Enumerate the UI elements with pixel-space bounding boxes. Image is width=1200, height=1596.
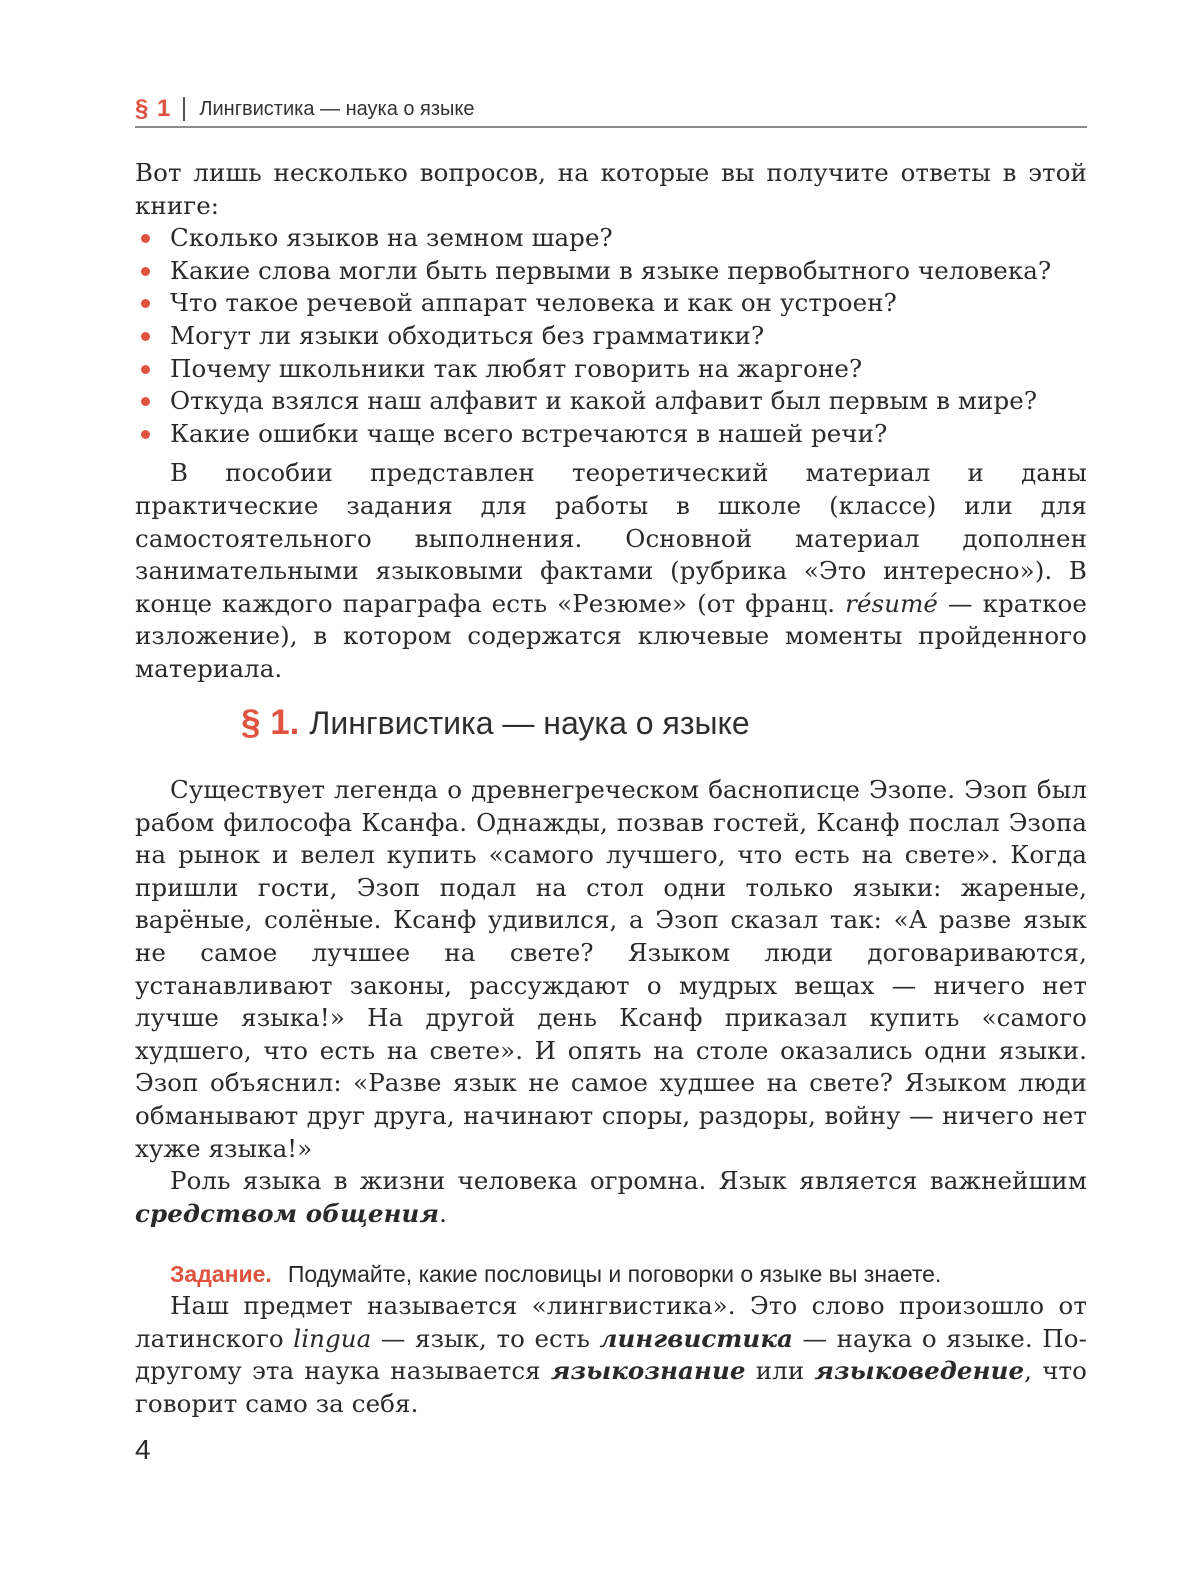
bullet-icon <box>141 267 150 276</box>
bullet-icon <box>141 397 150 406</box>
list-item: Какие слова могли быть первыми в языке первобытного человека? <box>135 255 1087 288</box>
list-item: Что такое речевой аппарат человека и как он устроен? <box>135 287 1087 320</box>
latin-word: lingua <box>293 1323 372 1353</box>
subject-block <box>135 1290 1087 1420</box>
intro-about: В пособии представлен теоретический материал и даны практические задания для работы в школе (классе) или для самостоятельного выполнения. Основной материал дополнен занимательными языковыми фактами (рубрика «Это интересно»). В конце каждого параграфа есть «Резюме» (от франц. résumé — краткое изложение), в котором содержатся ключевые моменты пройденного материала. <box>135 458 1087 683</box>
legend-block <box>135 774 1087 1230</box>
term-yazykoznanie: языкознание <box>550 1356 746 1386</box>
bullet-icon <box>141 365 150 374</box>
task-block <box>135 1258 1087 1294</box>
bullet-icon <box>141 430 150 439</box>
intro-block <box>135 157 1087 686</box>
task-label: Задание. <box>170 1261 272 1287</box>
resume-term: résumé <box>845 588 939 618</box>
bullet-icon <box>141 234 150 243</box>
page-number: 4 <box>135 1434 151 1465</box>
running-header <box>135 92 1087 128</box>
list-item: Откуда взялся наш алфавит и какой алфавит был первым в мире? <box>135 385 1087 418</box>
intro-lead: Вот лишь несколько вопросов, на которые вы получите ответы в этой книге: <box>135 158 1087 220</box>
header-section-mark: § 1 <box>135 95 172 122</box>
legend-paragraph: Существует легенда о древнегреческом баснописце Эзопе. Эзоп был рабом философа Ксанфа. Однажды, позвав гостей, Ксанф послал Эзопа на рынок и велел купить «самого лучшего, что есть на свете». Когда пришли гости, Эзоп подал на стол одни только языки: жареные, варёные, солёные. Ксанф удивился, а Эзоп сказал так: «А разве язык не самое лучшее на свете? Языком люди договариваются, устанавливают законы, рассуждают о мудрых вещах — ничего нет лучше языка!» На другой день Ксанф приказал купить «самого худшего, что есть на свете». И опять на столе оказались одни языки. Эзоп объяснил: «Разве язык не самое худшее на свете? Языком люди обманывают друг друга, начинают споры, раздоры, войну — ничего нет хуже языка!» <box>135 775 1087 1163</box>
list-item: Могут ли языки обходиться без грамматики? <box>135 320 1087 353</box>
list-item: Почему школьники так любят говорить на жаргоне? <box>135 353 1087 386</box>
section-number: § 1. <box>241 703 300 742</box>
header-divider <box>183 97 185 121</box>
question-list <box>135 222 1087 450</box>
bullet-icon <box>141 299 150 308</box>
term-yazykovedenie: языковедение <box>814 1356 1025 1386</box>
list-item: Какие ошибки чаще всего встречаются в нашей речи? <box>135 418 1087 451</box>
term-communication: средством общения <box>135 1198 440 1228</box>
bullet-icon <box>141 332 150 341</box>
role-paragraph: Роль языка в жизни человека огромна. Язык является важнейшим средством общения. <box>135 1166 1087 1228</box>
term-linguistics: лингвистика <box>599 1323 793 1353</box>
header-title: Лингвистика — наука о языке <box>199 97 475 120</box>
list-item: Сколько языков на земном шаре? <box>135 222 1087 255</box>
section-title: Лингвистика — наука о языке <box>309 705 750 741</box>
subject-paragraph: Наш предмет называется «лингвистика». Это слово произошло от латинского lingua — язык, то есть лингвистика — наука о языке. По-другому эта наука называется языкознание или языковедение, что говорит само за себя. <box>135 1291 1087 1418</box>
section-heading <box>241 703 750 743</box>
task-text: Подумайте, какие пословицы и поговорки о языке вы знаете. <box>287 1261 942 1287</box>
